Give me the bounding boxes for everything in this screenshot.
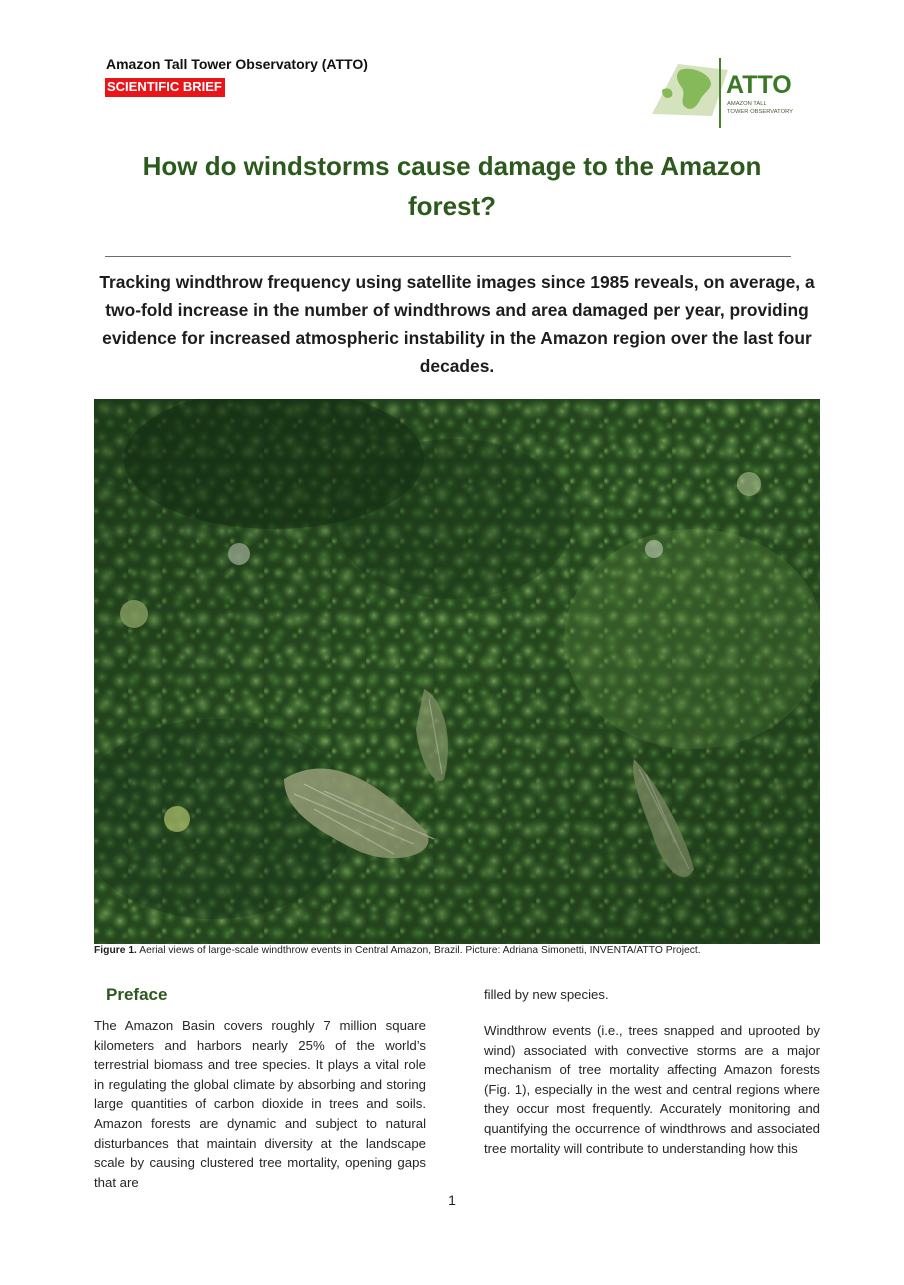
logo-subtitle-line1: AMAZON TALL (727, 101, 767, 107)
title-divider (105, 256, 791, 257)
figure-caption (94, 945, 820, 956)
preface-heading: Preface (106, 985, 168, 1004)
preface-paragraph-left: The Amazon Basin covers roughly 7 million square kilometers and harbors nearly 25% of the world’s terrestrial biomass and tree species. It plays a vital role in regulating the global climate by absorbing and storing large quantities of carbon dioxide in trees and soils. Amazon forests are dynamic and subject to natural disturbances that maintain diversity at the landscape scale by causing clustered tree mortality, opening gaps that are (94, 1018, 426, 1190)
atto-logo (650, 56, 800, 130)
forest-aerial-photo (94, 399, 820, 944)
summary-lede: Tracking windthrow frequency using satellite images since 1985 reveals, on average, a two-fold increase in the number of windthrows and area damaged per year, providing evidence for increased atmospheric instability in the Amazon region over the last four decades. (99, 272, 815, 376)
logo-acronym: ATTO (726, 71, 792, 99)
preface-paragraph-right: Windthrow events (i.e., trees snapped and uprooted by wind) associated with convective storms are a major mechanism of tree mortality affecting Amazon forests (Fig. 1), especially in the west and central regions where they occur most frequently. Accurately monitoring and quantifying the occurrence of windthrows and associated tree mortality will contribute to understanding how this (484, 1023, 820, 1156)
figure-caption-text: Aerial views of large-scale windthrow events in Central Amazon, Brazil. Picture: Adriana Simonetti, INVENTA/ATTO Project. (139, 945, 701, 956)
figure-label: Figure 1. (94, 945, 137, 956)
page-title: How do windstorms cause damage to the Amazon forest? (142, 151, 762, 221)
logo-subtitle-line2: TOWER OBSERVATORY (727, 109, 794, 115)
preface-continuation: filled by new species. (484, 987, 609, 1002)
organization-name: Amazon Tall Tower Observatory (ATTO) (106, 56, 368, 72)
page-number: 1 (448, 1192, 456, 1208)
scientific-brief-label: SCIENTIFIC BRIEF (105, 78, 225, 97)
